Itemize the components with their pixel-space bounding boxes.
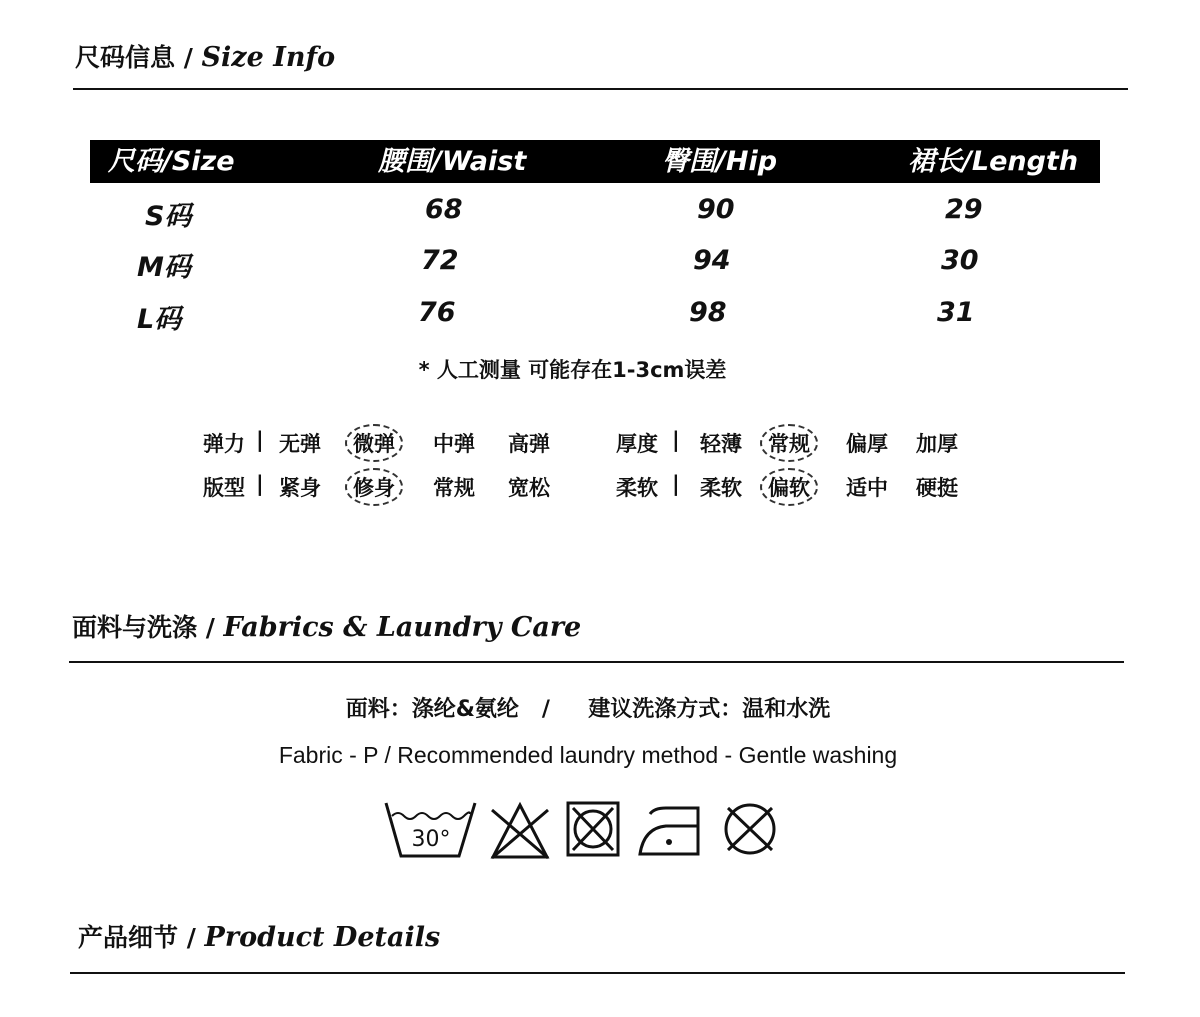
row-l-size: L码 <box>137 304 182 335</box>
thickness-separator: | <box>672 428 680 452</box>
details-heading-en: Product Details <box>204 922 441 953</box>
fit-option-regular: 常规 <box>433 476 475 500</box>
row-m-waist: 72 <box>421 245 459 276</box>
fabric-heading <box>72 608 581 644</box>
thickness-option-thick: 偏厚 <box>846 432 888 456</box>
fit-label: 版型 <box>203 476 245 500</box>
row-m-length: 30 <box>941 245 979 276</box>
size-info-heading-en: Size Info <box>201 42 336 73</box>
elasticity-option-none: 无弹 <box>279 432 321 456</box>
row-s-waist: 68 <box>425 194 463 225</box>
row-l-length: 31 <box>937 297 975 328</box>
details-heading <box>78 918 440 954</box>
row-l-waist: 76 <box>418 297 456 328</box>
row-s-length: 29 <box>945 194 983 225</box>
row-l-hip: 98 <box>689 297 727 328</box>
row-m-size: M码 <box>137 252 191 283</box>
thickness-label: 厚度 <box>616 432 658 456</box>
measurement-note: * 人工测量 可能存在1-3cm误差 <box>418 358 727 382</box>
header-size: 尺码/Size <box>108 146 235 177</box>
header-waist: 腰围/Waist <box>378 146 527 177</box>
size-table-header <box>90 140 1100 183</box>
size-info-heading <box>75 38 335 74</box>
softness-option-medium: 适中 <box>846 476 888 500</box>
elasticity-option-medium: 中弹 <box>433 432 475 456</box>
header-hip: 臀围/Hip <box>662 146 778 177</box>
details-heading-cn: 产品细节 / <box>78 923 205 952</box>
fit-separator: | <box>256 472 264 496</box>
elasticity-option-slight-selected: 微弹 <box>345 424 403 462</box>
header-length: 裙长/Length <box>908 146 1079 177</box>
thickness-option-thin: 轻薄 <box>700 432 742 456</box>
softness-option-slightly-soft-selected: 偏软 <box>760 468 818 506</box>
fit-option-tight: 紧身 <box>279 476 321 500</box>
fabric-heading-en: Fabrics & Laundry Care <box>223 612 582 643</box>
no-dry-clean-icon <box>722 800 778 858</box>
fabric-info-cn: 面料：涤纶&氨纶 / 建议洗涤方式：温和水洗 <box>345 697 831 722</box>
fabric-info-en: Fabric - P / Recommended laundry method - Gentle washing <box>278 742 898 768</box>
row-m-hip: 94 <box>693 245 731 276</box>
wash-30-icon <box>383 800 479 862</box>
iron-low-icon <box>636 800 706 858</box>
softness-option-soft: 柔软 <box>700 476 742 500</box>
softness-label: 柔软 <box>616 476 658 500</box>
softness-separator: | <box>672 472 680 496</box>
softness-option-stiff: 硬挺 <box>916 476 958 500</box>
size-info-divider <box>73 88 1128 90</box>
fit-option-loose: 宽松 <box>508 476 550 500</box>
elasticity-separator: | <box>256 428 264 452</box>
fabric-divider <box>69 661 1124 663</box>
row-s-size: S码 <box>145 201 192 232</box>
thickness-option-extra-thick: 加厚 <box>916 432 958 456</box>
thickness-option-regular-selected: 常规 <box>760 424 818 462</box>
elasticity-option-high: 高弹 <box>508 432 550 456</box>
fit-option-slim-selected: 修身 <box>345 468 403 506</box>
wash-temperature: 30° <box>411 827 451 852</box>
no-tumble-dry-icon <box>565 800 621 858</box>
no-bleach-icon <box>488 800 552 862</box>
fabric-heading-cn: 面料与洗涤 / <box>72 613 224 642</box>
size-info-heading-cn: 尺码信息 / <box>75 43 202 72</box>
elasticity-label: 弹力 <box>203 432 245 456</box>
details-divider <box>70 972 1125 974</box>
row-s-hip: 90 <box>697 194 735 225</box>
